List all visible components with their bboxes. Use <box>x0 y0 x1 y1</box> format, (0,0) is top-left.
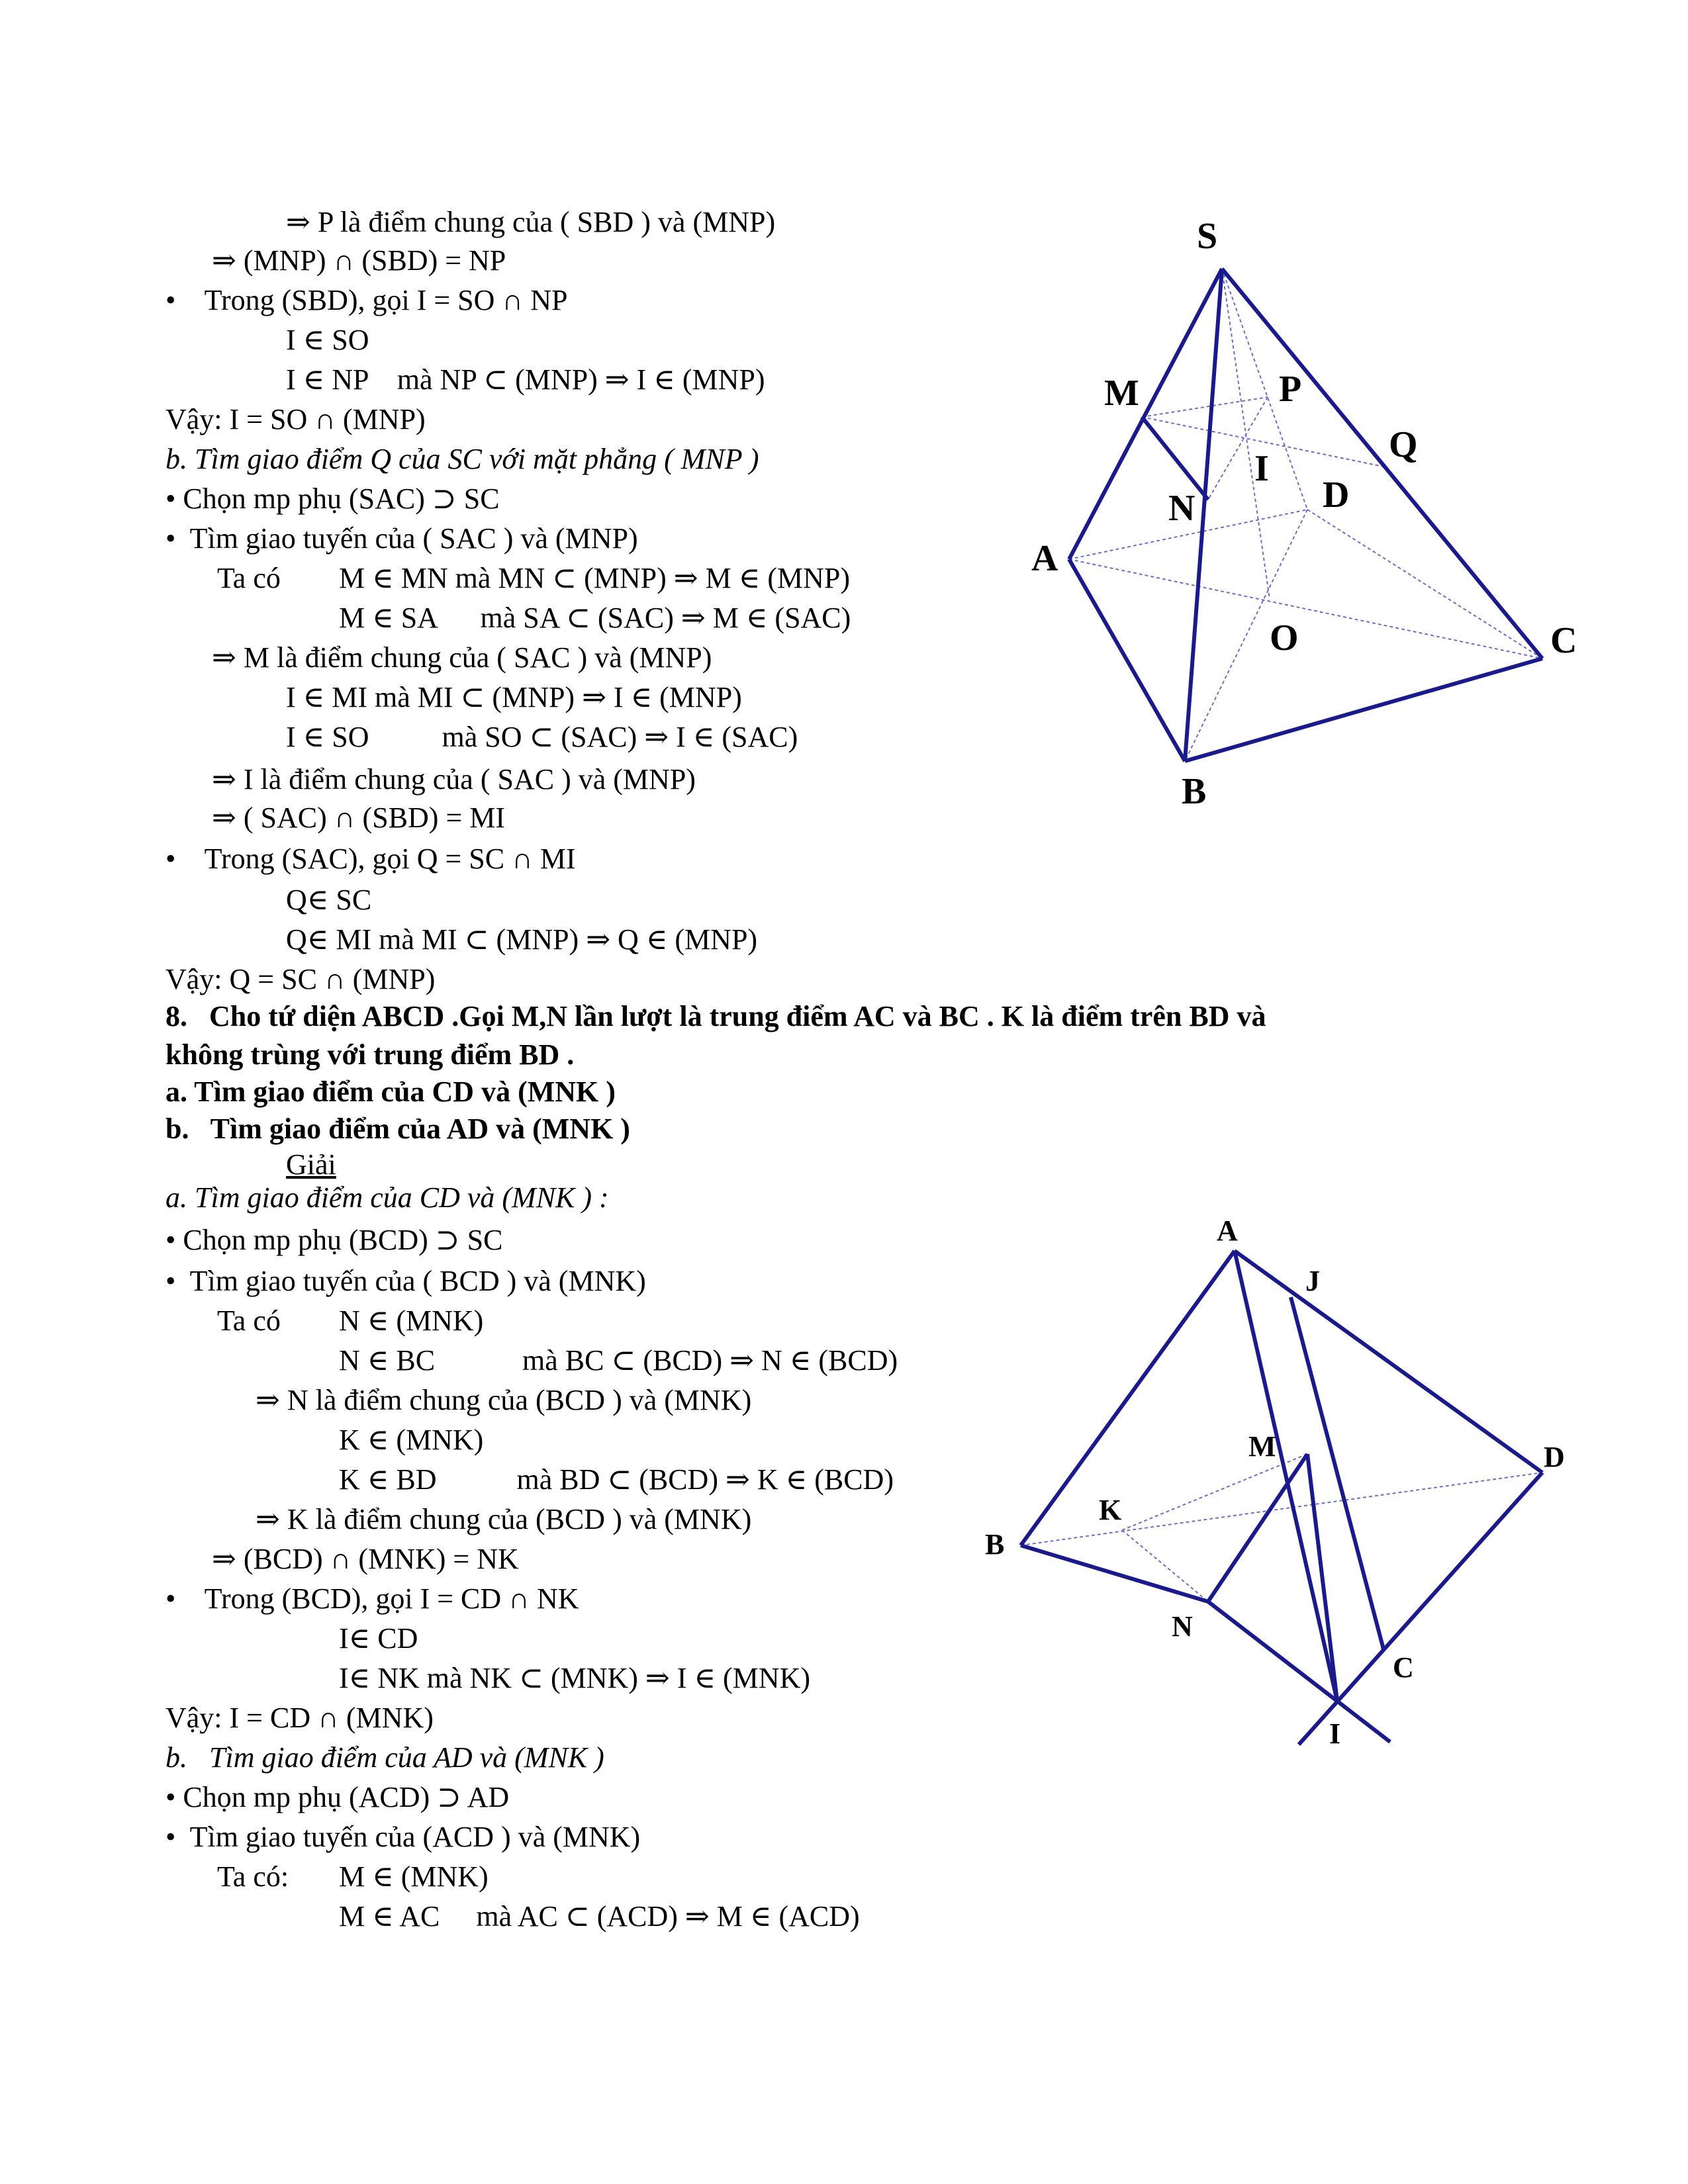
problem-heading: 8. Cho tứ diện ABCD .Gọi M,N lần lượt là trung điểm AC và BC . K là điểm trên BD và <box>165 1000 1266 1032</box>
text-line: ⇒ K là điểm chung của (BCD ) và (MNK) <box>256 1503 752 1535</box>
label-I: I <box>1254 448 1269 489</box>
label-J: J <box>1305 1265 1320 1297</box>
label-C: C <box>1393 1651 1414 1684</box>
text-line: I ∈ SO <box>286 324 369 356</box>
text-line: M ∈ (MNK) <box>339 1860 489 1893</box>
problem-part: b. Tìm giao điểm của AD và (MNK ) <box>165 1113 630 1145</box>
text-line: a. Tìm giao điểm của CD và (MNK ) : <box>165 1181 609 1214</box>
text-line: b. Tìm giao điểm của AD và (MNK ) <box>165 1741 604 1774</box>
text-line: • Tìm giao tuyến của ( SAC ) và (MNP) <box>165 522 638 555</box>
text-line: • Chọn mp phụ (SAC) ⊃ SC <box>165 482 500 515</box>
label-Q: Q <box>1389 424 1418 465</box>
text-line: • Trong (BCD), gọi I = CD ∩ NK <box>165 1582 579 1615</box>
edge-BN <box>1021 1545 1208 1602</box>
text-line: Ta có: <box>217 1860 289 1893</box>
problem-heading: không trùng với trung điểm BD . <box>165 1038 575 1071</box>
label-C: C <box>1550 620 1577 661</box>
text-line: ⇒ M là điểm chung của ( SAC ) và (MNP) <box>212 641 712 674</box>
label-A: A <box>1217 1214 1238 1247</box>
edge-AD <box>1235 1251 1542 1473</box>
text-line: ⇒ I là điểm chung của ( SAC ) và (MNP) <box>212 763 696 796</box>
segment-KN <box>1122 1530 1208 1602</box>
text-line: • Tìm giao tuyến của ( BCD ) và (MNK) <box>165 1265 646 1297</box>
text-line: • Trong (SAC), gọi Q = SC ∩ MI <box>165 842 576 875</box>
text-line: I ∈ MI mà MI ⊂ (MNP) ⇒ I ∈ (MNP) <box>286 681 742 713</box>
text-line: M ∈ AC mà AC ⊂ (ACD) ⇒ M ∈ (ACD) <box>339 1900 860 1933</box>
label-K: K <box>1099 1494 1122 1526</box>
text-line: K ∈ BD mà BD ⊂ (BCD) ⇒ K ∈ (BCD) <box>339 1463 894 1496</box>
text-line: ⇒ (MNP) ∩ (SBD) = NP <box>212 244 506 277</box>
label-N: N <box>1168 488 1196 529</box>
text-line: I∈ NK mà NK ⊂ (MNK) ⇒ I ∈ (MNK) <box>339 1662 810 1694</box>
text-line: • Chọn mp phụ (ACD) ⊃ AD <box>165 1781 510 1813</box>
label-A: A <box>1031 538 1058 579</box>
label-M: M <box>1248 1430 1276 1463</box>
text-line: I ∈ SO mà SO ⊂ (SAC) ⇒ I ∈ (SAC) <box>286 721 798 753</box>
text-line: N ∈ (MNK) <box>339 1304 484 1337</box>
text-line: N ∈ BC mà BC ⊂ (BCD) ⇒ N ∈ (BCD) <box>339 1344 898 1377</box>
text-line: b. Tìm giao điểm Q của SC với mặt phẳng ( MNP ) <box>165 443 759 475</box>
text-line: ⇒ N là điểm chung của (BCD ) và (MNK) <box>256 1384 752 1416</box>
problem-part: a. Tìm giao điểm của CD và (MNK ) <box>165 1075 616 1108</box>
text-line: Ta có <box>217 562 281 594</box>
label-B: B <box>985 1528 1005 1561</box>
text-line: ⇒ ( SAC) ∩ (SBD) = MI <box>212 801 506 834</box>
text-line: Q∈ MI mà MI ⊂ (MNP) ⇒ Q ∈ (MNP) <box>286 923 758 956</box>
label-S: S <box>1197 216 1218 257</box>
label-M: M <box>1104 373 1139 414</box>
label-B: B <box>1182 771 1207 812</box>
text-line: I ∈ NP mà NP ⊂ (MNP) ⇒ I ∈ (MNP) <box>286 363 765 396</box>
segment-NM <box>1208 1454 1307 1602</box>
text-line: • Tìm giao tuyến của (ACD ) và (MNK) <box>165 1821 641 1853</box>
label-D: D <box>1323 475 1350 516</box>
text-line: Vậy: Q = SC ∩ (MNP) <box>165 963 436 995</box>
text-line: M ∈ SA mà SA ⊂ (SAC) ⇒ M ∈ (SAC) <box>339 602 851 634</box>
label-I: I <box>1329 1717 1341 1750</box>
text-line: ⇒ (BCD) ∩ (MNK) = NK <box>212 1543 519 1575</box>
text-line: I∈ CD <box>339 1622 418 1655</box>
solution-heading: Giải <box>286 1148 336 1181</box>
label-N: N <box>1172 1610 1193 1643</box>
text-line: Vậy: I = CD ∩ (MNK) <box>165 1702 434 1734</box>
text-line: Q∈ SC <box>286 884 372 916</box>
line-DC-extended <box>1299 1473 1542 1745</box>
text-line: K ∈ (MNK) <box>339 1424 484 1456</box>
label-P: P <box>1279 369 1302 410</box>
text-line: Ta có <box>217 1304 281 1337</box>
segment-MI <box>1307 1454 1337 1701</box>
text-line: ⇒ P là điểm chung của ( SBD ) và (MNP) <box>286 206 776 238</box>
text-line: M ∈ MN mà MN ⊂ (MNP) ⇒ M ∈ (MNP) <box>339 562 851 594</box>
text-line: Vậy: I = SO ∩ (MNP) <box>165 403 426 435</box>
edge-AB <box>1021 1251 1235 1545</box>
label-D: D <box>1544 1441 1565 1473</box>
label-O: O <box>1270 617 1299 659</box>
text-line: • Trong (SBD), gọi I = SO ∩ NP <box>165 284 568 316</box>
text-line: • Chọn mp phụ (BCD) ⊃ SC <box>165 1224 503 1256</box>
